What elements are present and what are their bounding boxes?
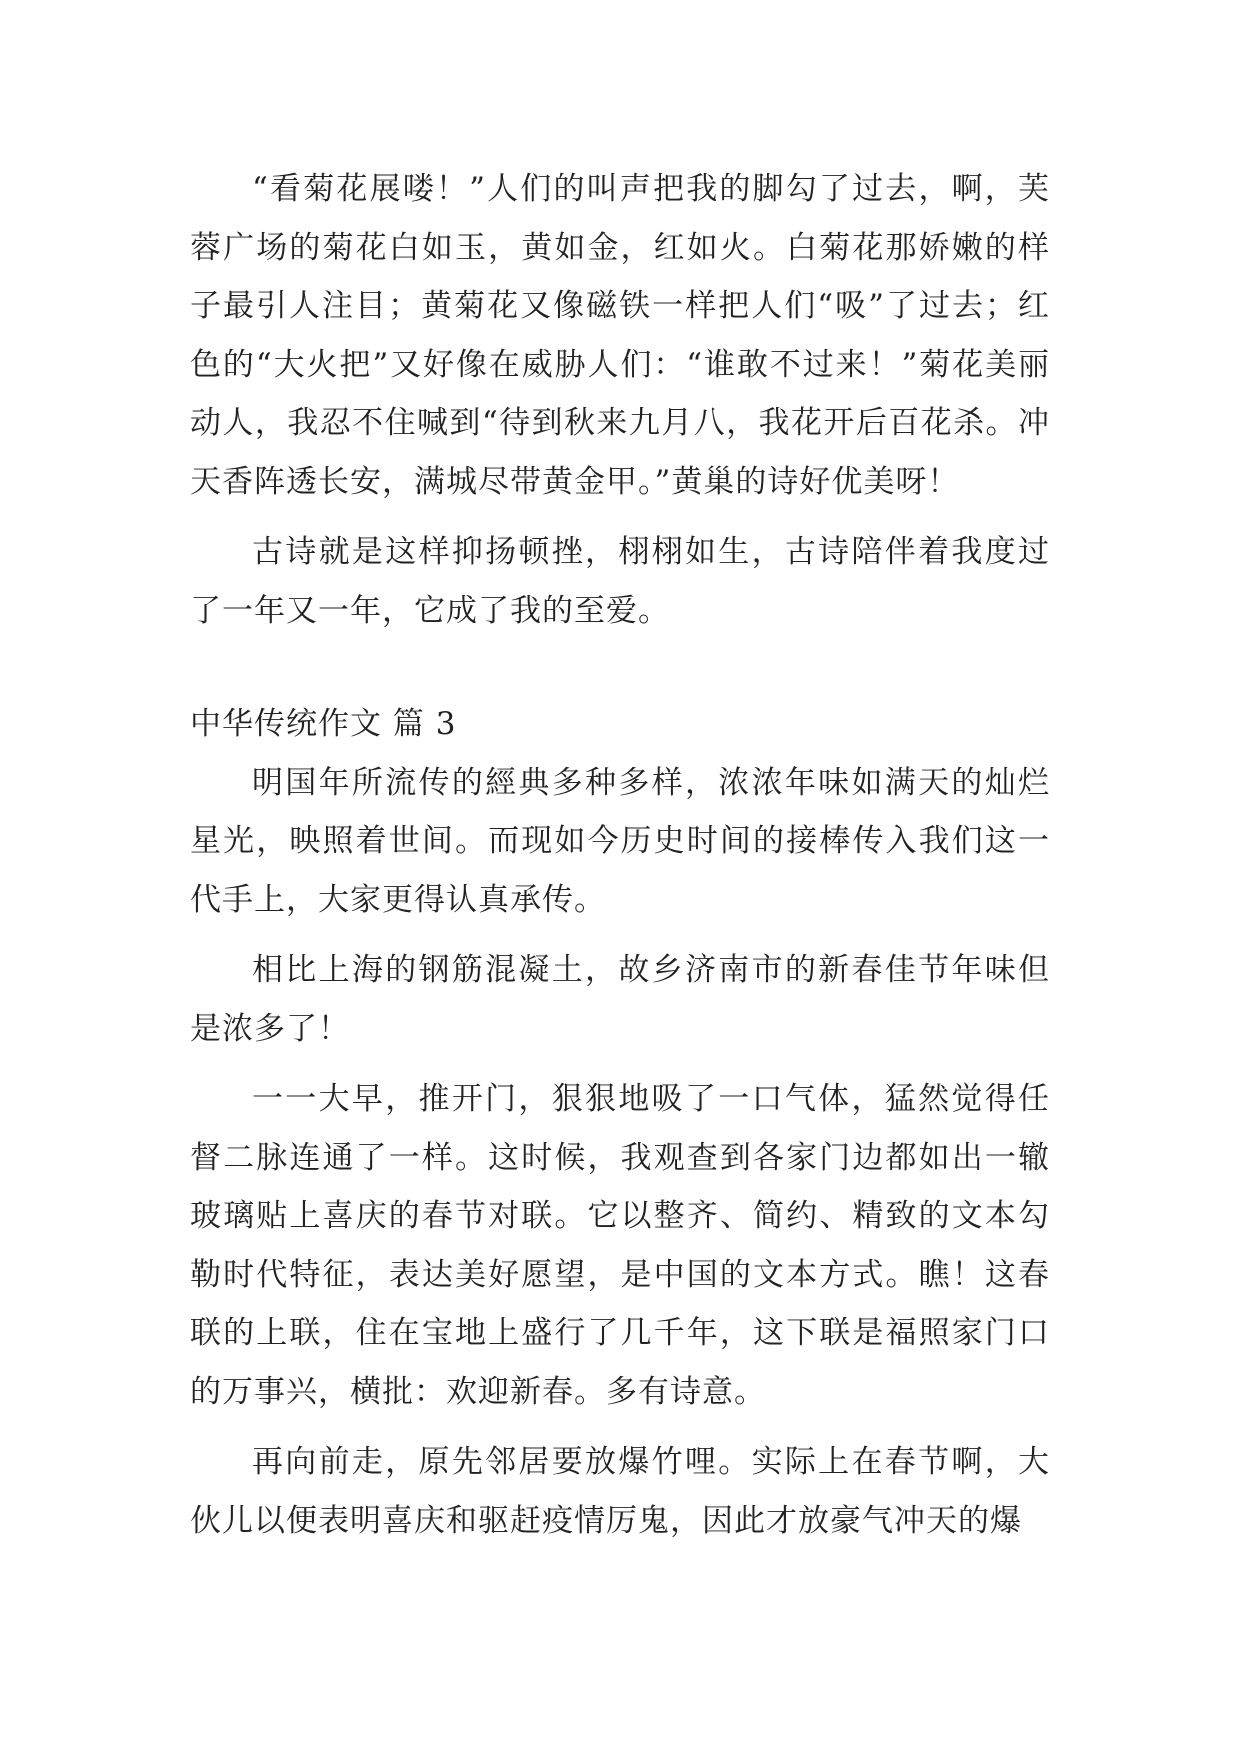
paragraph-ancient-poetry: 古诗就是这样抑扬顿挫，栩栩如生，古诗陪伴着我度过了一年又一年，它成了我的至爱。 xyxy=(190,534,1050,629)
paragraph-couplets: 一一大早，推开门，狠狠地吸了一口气体，猛然觉得任督二脉连通了一样。这时候，我观查到各家门边都如出一辙玻璃贴上喜庆的春节对联。它以整齐、简约、精致的文本勾勒时代特征，表达美好愿望，是中国的文本方式。瞧！这春联的上联，住在宝地上盛行了几千年，这下联是福照家门口的万事兴，横批：欢迎新春。多有诗意。 xyxy=(190,1081,1050,1410)
paragraph-classics: 明国年所流传的經典多种多样，浓浓年味如满天的灿烂星光，映照着世间。而现如今历史时间的接棒传入我们这一代手上，大家更得认真承传。 xyxy=(190,764,1050,918)
document-body xyxy=(190,160,1050,1562)
section-heading: 中华传统作文 篇 3 xyxy=(190,706,457,742)
paragraph-chrysanthemum: “看菊花展喽！”人们的叫声把我的脚勾了过去，啊，芙蓉广场的菊花白如玉，黄如金，红如火。白菊花那娇嫩的样子最引人注目；黄菊花又像磁铁一样把人们“吸”了过去；红色的“大火把”又好像在威胁人们：“谁敢不过来！”菊花美丽动人，我忍不住喊到“待到秋来九月八，我花开后百花杀。冲天香阵透长安，满城尽带黄金甲。”黄巢的诗好优美呀！ xyxy=(190,171,1050,500)
paragraph-jinan: 相比上海的钢筋混凝土，故乡济南市的新春佳节年味但是浓多了！ xyxy=(190,952,1050,1047)
paragraph-firecrackers: 再向前走，原先邻居要放爆竹哩。实际上在春节啊，大伙儿以便表明喜庆和驱赶疫情厉鬼，因此才放豪气冲天的爆 xyxy=(190,1444,1050,1539)
